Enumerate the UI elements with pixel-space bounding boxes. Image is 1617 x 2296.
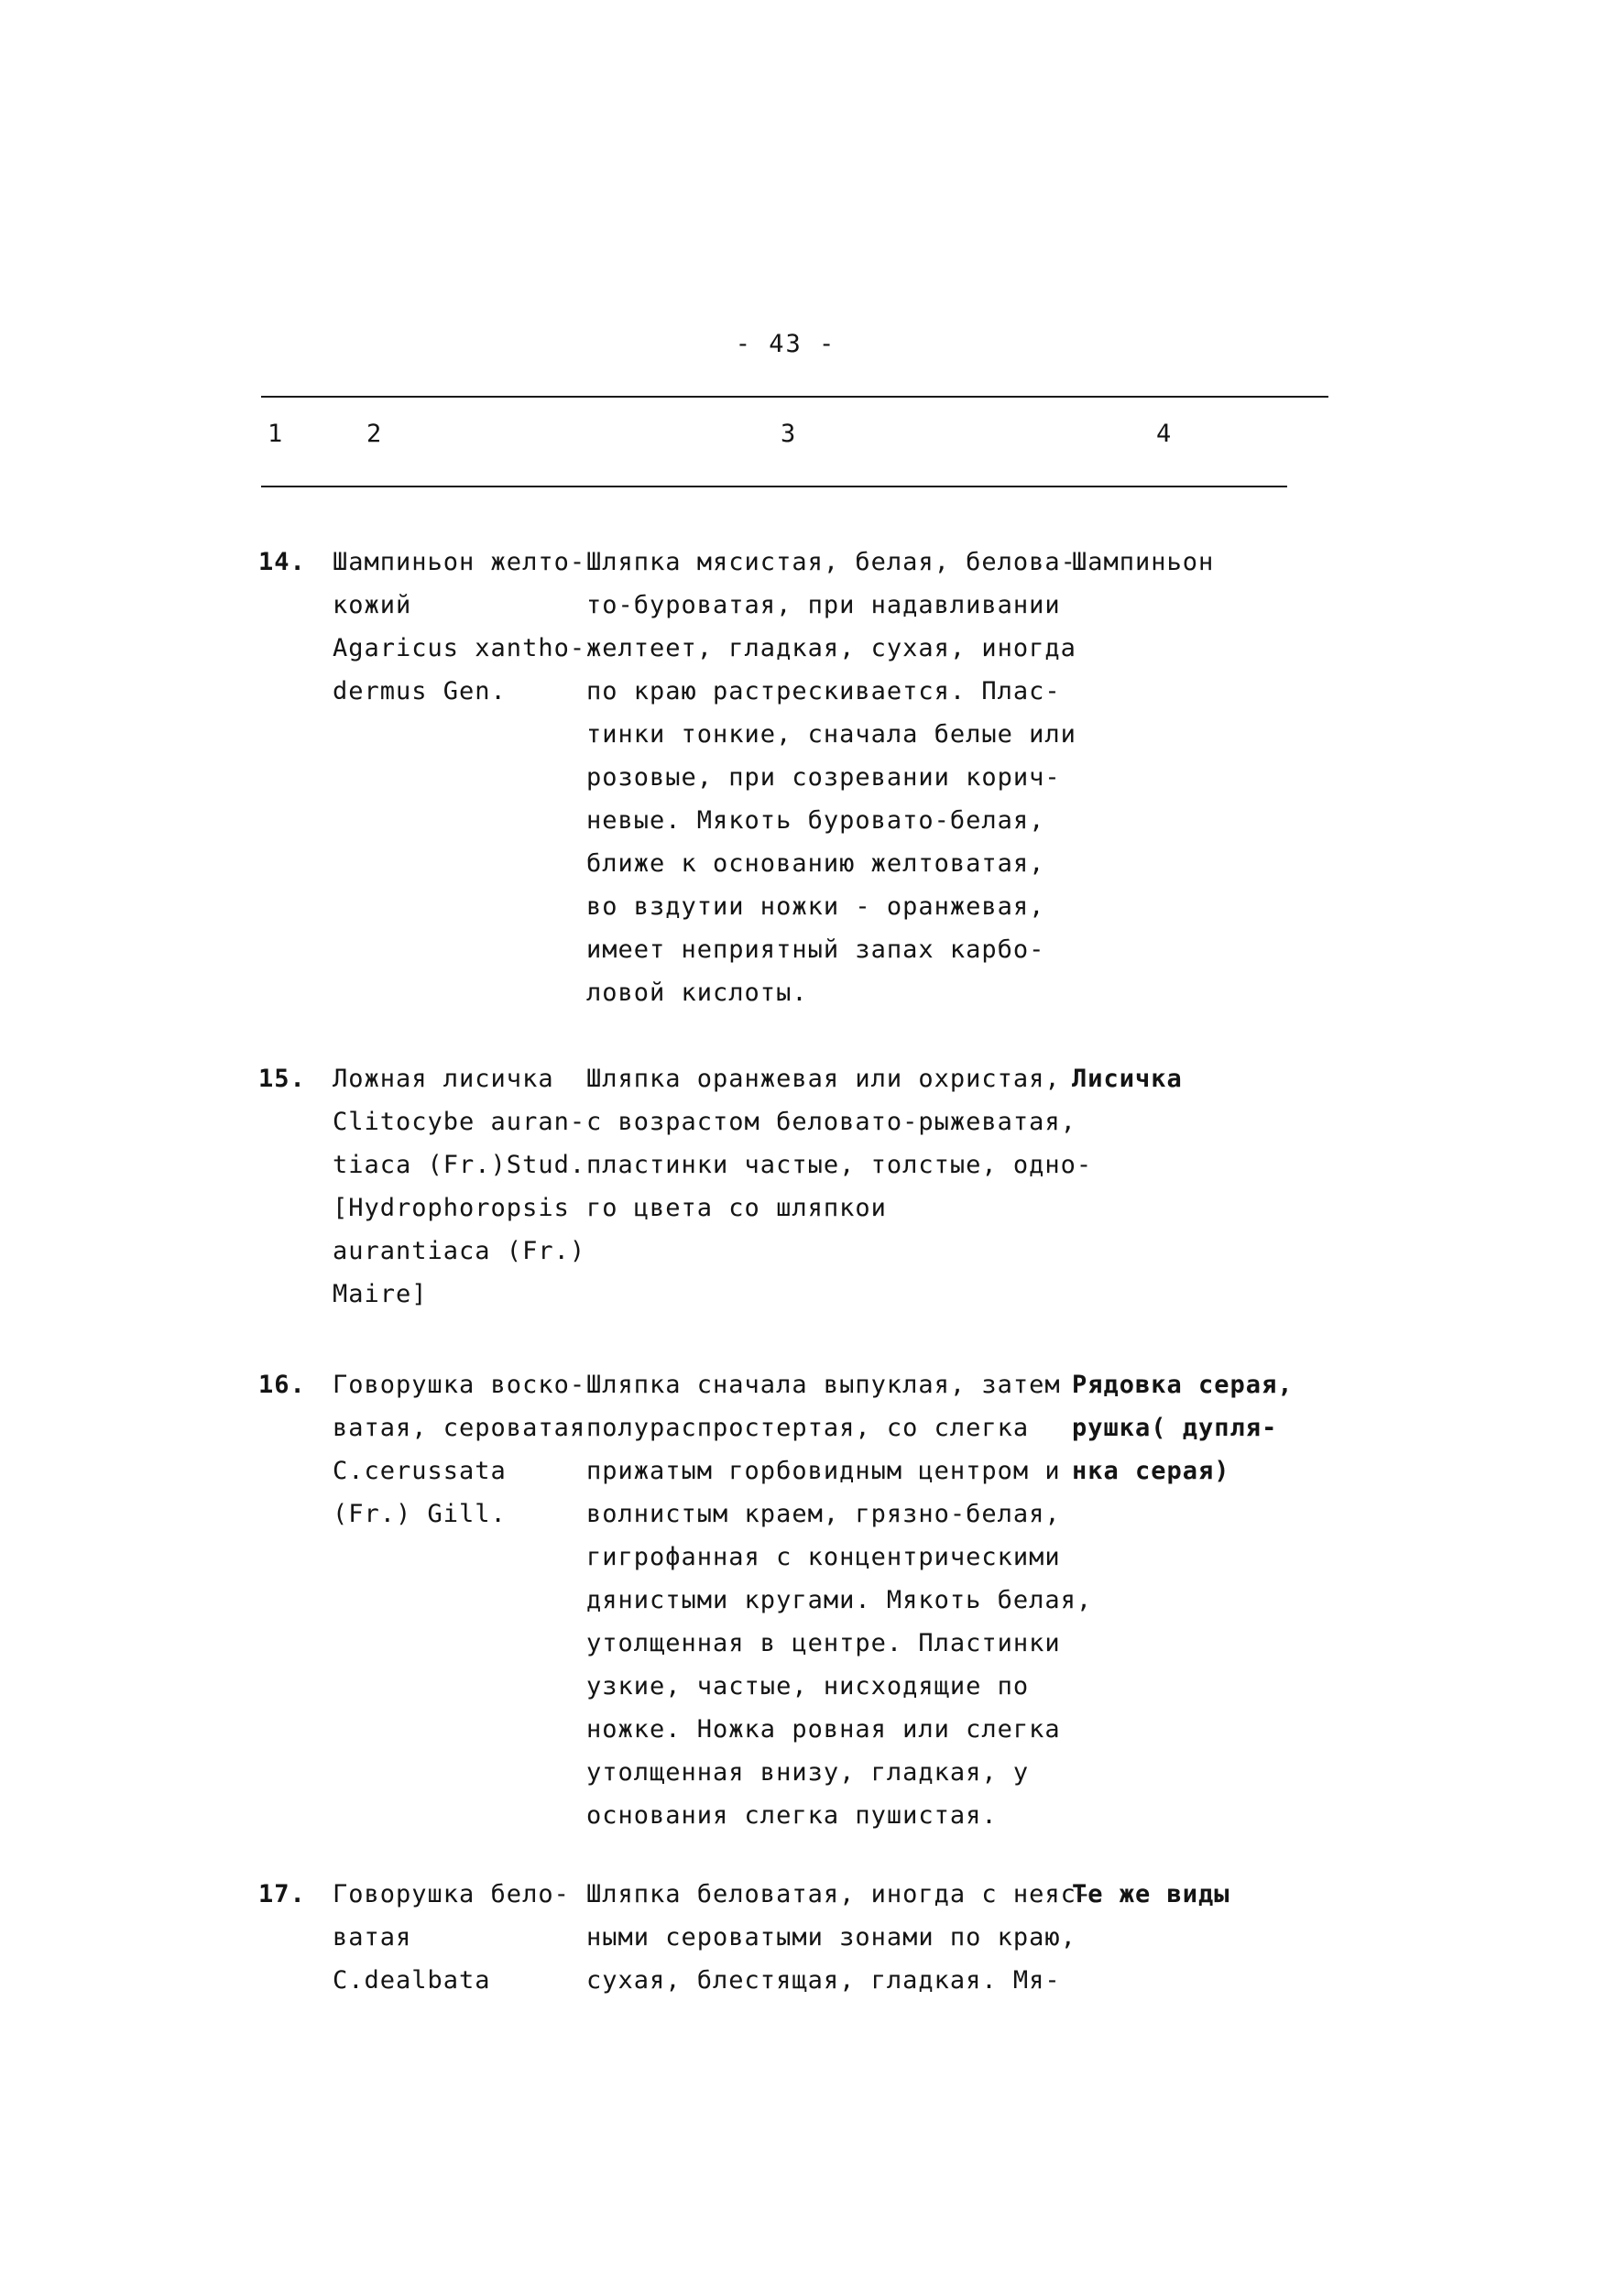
table-header-rule — [261, 486, 1287, 487]
analog-line: нка серая) — [1072, 1457, 1230, 1485]
description-line: во вздутии ножки - оранжевая, — [586, 892, 1045, 921]
description-line: Шляпка оранжевая или охристая, — [586, 1065, 1061, 1093]
description-line: волнистым краем, грязно-белая, — [586, 1500, 1061, 1528]
name-line: ватая — [333, 1923, 412, 1952]
species-name — [333, 1873, 578, 2002]
description-line: желтеет, гладкая, сухая, иногда — [586, 634, 1076, 662]
description-line: го цвета со шляпкои — [586, 1194, 887, 1222]
column-header-4: 4 — [1156, 420, 1172, 448]
description-line: сухая, блестящая, гладкая. Мя- — [586, 1966, 1061, 1995]
description-line: ножке. Ножка ровная или слегка — [586, 1715, 1061, 1744]
description-line: ближе к основанию желтоватая, — [586, 849, 1045, 878]
description-line: Шляпка беловатая, иногда с неяс- — [586, 1880, 1093, 1908]
species-description — [586, 1057, 1092, 1230]
species-description — [586, 1363, 1092, 1837]
name-line: Maire] — [333, 1280, 428, 1308]
description-line: пластинки частые, толстые, одно- — [586, 1151, 1093, 1179]
description-line: Шляпка сначала выпуклая, затем — [586, 1371, 1061, 1399]
name-line: Agaricus xantho- — [333, 634, 586, 662]
analog-line: Рядовка серая, — [1072, 1371, 1294, 1399]
name-line: Ложная лисичка — [333, 1065, 554, 1093]
species-name — [333, 541, 586, 713]
entry-number: 16. — [258, 1371, 306, 1399]
description-line: ловой кислоты. — [586, 979, 808, 1007]
name-line: Говорушка бело- — [333, 1880, 570, 1908]
column-header-2: 2 — [366, 420, 382, 448]
table-top-rule — [261, 396, 1328, 398]
description-line: невые. Мякоть буровато-белая, — [586, 806, 1045, 835]
name-line: aurantiaca (Fr.) — [333, 1237, 586, 1265]
name-line: C.dealbata — [333, 1966, 491, 1995]
description-line: гигрофанная с концентрическими — [586, 1543, 1061, 1571]
name-line: dermus Gen. — [333, 677, 507, 705]
description-line: узкие, частые, нисходящие по — [586, 1672, 1030, 1700]
description-line: полураспростертая, со слегка — [586, 1414, 1030, 1442]
edible-analog — [1072, 1873, 1230, 1916]
species-name — [333, 1363, 586, 1536]
description-line: ными сероватыми зонами по краю, — [586, 1923, 1076, 1952]
name-line: tiaca (Fr.)Stud. — [333, 1151, 586, 1179]
description-line: имеет неприятный запах карбо- — [586, 935, 1045, 964]
edible-analog — [1072, 1057, 1183, 1100]
species-description — [586, 541, 1076, 1014]
analog-line: Лисичка — [1072, 1065, 1183, 1093]
entry-number: 14. — [258, 548, 306, 576]
description-line: тинки тонкие, сначала белые или — [586, 720, 1076, 749]
name-line: Шампиньон желто- — [333, 548, 586, 576]
description-line: утолщенная в центре. Пластинки — [586, 1629, 1061, 1657]
edible-analog — [1072, 541, 1214, 584]
entry-number: 15. — [258, 1065, 306, 1093]
analog-line: Те же виды — [1072, 1880, 1230, 1908]
name-line: (Fr.) Gill. — [333, 1500, 507, 1528]
description-line: то-буроватая, при надавливании — [586, 591, 1061, 619]
page-number: - 43 - — [735, 330, 836, 358]
name-line: [Hydrophoropsis — [333, 1194, 570, 1222]
description-line: прижатым горбовидным центром и — [586, 1457, 1061, 1485]
name-line: кожий — [333, 591, 412, 619]
name-line: C.cerussata — [333, 1457, 507, 1485]
description-line: дянистыми кругами. Мякоть белая, — [586, 1586, 1093, 1614]
species-name — [333, 1057, 586, 1316]
description-line: Шляпка мясистая, белая, белова- — [586, 548, 1076, 576]
description-line: утолщенная внизу, гладкая, у — [586, 1758, 1030, 1787]
description-line: основания слегка пушистая. — [586, 1801, 998, 1830]
name-line: ватая, сероватая — [333, 1414, 586, 1442]
analog-line: Шампиньон — [1072, 548, 1215, 576]
species-description — [586, 1873, 1092, 2002]
column-header-3: 3 — [781, 420, 796, 448]
entry-number: 17. — [258, 1880, 306, 1908]
column-header-1: 1 — [268, 420, 283, 448]
edible-analog — [1072, 1363, 1294, 1492]
description-line: розовые, при созревании корич- — [586, 763, 1061, 792]
analog-line: рушка( дупля- — [1072, 1414, 1278, 1442]
name-line: Говорушка воско- — [333, 1371, 586, 1399]
description-line: по краю растрескивается. Плас- — [586, 677, 1061, 705]
description-line: с возрастом беловато-рыжеватая, — [586, 1108, 1076, 1136]
name-line: Clitocybe auran- — [333, 1108, 586, 1136]
